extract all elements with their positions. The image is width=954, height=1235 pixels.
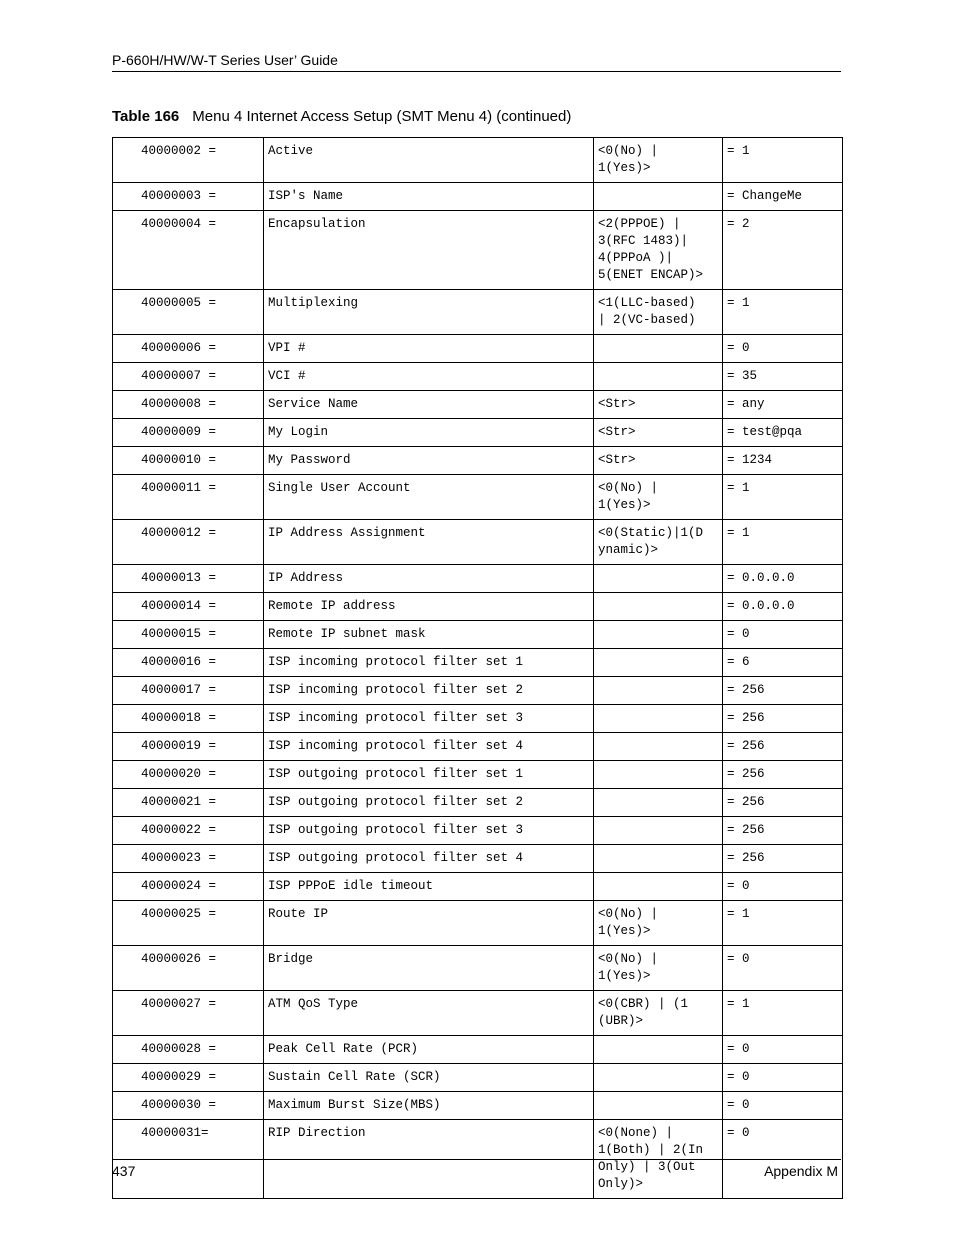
row-default-value: = 6 (723, 649, 843, 677)
row-default-value: = 256 (723, 733, 843, 761)
row-default-value: = 256 (723, 817, 843, 845)
row-default-value: = 0 (723, 1036, 843, 1064)
row-default-value: = 0 (723, 1064, 843, 1092)
row-parameter: My Password (264, 447, 594, 475)
row-parameter: Remote IP subnet mask (264, 621, 594, 649)
row-parameter: ATM QoS Type (264, 991, 594, 1036)
row-options (594, 211, 723, 290)
table-row (113, 363, 843, 391)
row-code: 40000031= (113, 1120, 264, 1199)
row-options (594, 1064, 723, 1092)
row-options (594, 705, 723, 733)
row-default-value: = 256 (723, 761, 843, 789)
option-line: ynamic)> (598, 543, 659, 557)
row-code: 40000019 = (113, 733, 264, 761)
option-line: 1(Yes)> (598, 498, 651, 512)
table-row (113, 138, 843, 183)
row-options (594, 447, 723, 475)
row-parameter: Sustain Cell Rate (SCR) (264, 1064, 594, 1092)
row-code: 40000020 = (113, 761, 264, 789)
row-code: 40000012 = (113, 520, 264, 565)
row-code: 40000018 = (113, 705, 264, 733)
row-code: 40000023 = (113, 845, 264, 873)
option-line: 1(Yes)> (598, 924, 651, 938)
table-row (113, 845, 843, 873)
row-code: 40000028 = (113, 1036, 264, 1064)
row-options (594, 621, 723, 649)
row-parameter: ISP incoming protocol filter set 4 (264, 733, 594, 761)
footer-section: Appendix M (764, 1163, 838, 1179)
row-default-value: = 0.0.0.0 (723, 593, 843, 621)
row-parameter: ISP incoming protocol filter set 2 (264, 677, 594, 705)
row-parameter: Encapsulation (264, 211, 594, 290)
row-parameter: VCI # (264, 363, 594, 391)
option-line: Only) | 3(Out (598, 1160, 696, 1174)
option-line: <0(No) | (598, 481, 659, 495)
table-row (113, 211, 843, 290)
row-parameter: VPI # (264, 335, 594, 363)
table-row (113, 733, 843, 761)
row-parameter: My Login (264, 419, 594, 447)
row-options (594, 733, 723, 761)
header-rule (112, 71, 841, 72)
row-parameter: Maximum Burst Size(MBS) (264, 1092, 594, 1120)
row-options (594, 391, 723, 419)
option-line: 4(PPPoA )| (598, 251, 674, 265)
table-row (113, 1036, 843, 1064)
option-line: <0(No) | (598, 144, 659, 158)
option-line: <1(LLC-based) (598, 296, 696, 310)
option-line: Only)> (598, 1177, 644, 1191)
row-options (594, 946, 723, 991)
table-row (113, 901, 843, 946)
row-parameter: RIP Direction (264, 1120, 594, 1199)
row-options (594, 1092, 723, 1120)
row-options (594, 593, 723, 621)
row-code: 40000026 = (113, 946, 264, 991)
row-default-value: = test@pqa (723, 419, 843, 447)
row-code: 40000024 = (113, 873, 264, 901)
table-row (113, 183, 843, 211)
row-default-value: = 256 (723, 845, 843, 873)
row-code: 40000013 = (113, 565, 264, 593)
row-options (594, 649, 723, 677)
row-parameter: IP Address (264, 565, 594, 593)
row-default-value: = 0 (723, 621, 843, 649)
row-parameter: ISP outgoing protocol filter set 1 (264, 761, 594, 789)
row-code: 40000010 = (113, 447, 264, 475)
row-options (594, 183, 723, 211)
row-parameter: Service Name (264, 391, 594, 419)
row-parameter: ISP outgoing protocol filter set 3 (264, 817, 594, 845)
row-default-value: = 0.0.0.0 (723, 565, 843, 593)
table-row (113, 621, 843, 649)
smt-menu-4-table (112, 137, 843, 1199)
row-parameter: ISP PPPoE idle timeout (264, 873, 594, 901)
row-options (594, 873, 723, 901)
row-code: 40000016 = (113, 649, 264, 677)
table-row (113, 946, 843, 991)
row-code: 40000009 = (113, 419, 264, 447)
option-line: 1(Both) | 2(In (598, 1143, 704, 1157)
row-options (594, 901, 723, 946)
row-default-value: = any (723, 391, 843, 419)
option-line: | 2(VC-based) (598, 313, 696, 327)
row-parameter: ISP incoming protocol filter set 3 (264, 705, 594, 733)
table-row (113, 1064, 843, 1092)
table-row (113, 789, 843, 817)
row-options (594, 565, 723, 593)
option-line: <Str> (598, 397, 636, 411)
running-header: P-660H/HW/W-T Series User’ Guide (112, 52, 338, 68)
option-line: <2(PPPOE) | (598, 217, 681, 231)
row-code: 40000011 = (113, 475, 264, 520)
row-options (594, 335, 723, 363)
footer-rule (112, 1159, 841, 1160)
table-row (113, 761, 843, 789)
table-row (113, 677, 843, 705)
row-options (594, 677, 723, 705)
row-code: 40000002 = (113, 138, 264, 183)
row-parameter: ISP's Name (264, 183, 594, 211)
row-default-value: = 1 (723, 138, 843, 183)
row-default-value: = 256 (723, 705, 843, 733)
row-options (594, 1036, 723, 1064)
row-parameter: Multiplexing (264, 290, 594, 335)
table-row (113, 335, 843, 363)
row-options (594, 991, 723, 1036)
table-row (113, 991, 843, 1036)
table-row (113, 447, 843, 475)
row-default-value: = 0 (723, 873, 843, 901)
row-parameter: Peak Cell Rate (PCR) (264, 1036, 594, 1064)
option-line: 5(ENET ENCAP)> (598, 268, 704, 282)
row-options (594, 138, 723, 183)
row-options (594, 419, 723, 447)
table-row (113, 475, 843, 520)
row-code: 40000030 = (113, 1092, 264, 1120)
option-line: (UBR)> (598, 1014, 644, 1028)
table-row (113, 391, 843, 419)
row-default-value: = 0 (723, 1120, 843, 1199)
page-number: 437 (112, 1163, 136, 1179)
row-code: 40000029 = (113, 1064, 264, 1092)
row-parameter: Route IP (264, 901, 594, 946)
row-options (594, 363, 723, 391)
row-code: 40000007 = (113, 363, 264, 391)
table-row (113, 419, 843, 447)
table-row (113, 873, 843, 901)
row-parameter: ISP outgoing protocol filter set 2 (264, 789, 594, 817)
row-default-value: = 256 (723, 677, 843, 705)
row-options (594, 845, 723, 873)
row-default-value: = 256 (723, 789, 843, 817)
row-default-value: = 0 (723, 335, 843, 363)
row-code: 40000005 = (113, 290, 264, 335)
option-line: 1(Yes)> (598, 161, 651, 175)
option-line: 3(RFC 1483)| (598, 234, 689, 248)
option-line: <0(CBR) | (1 (598, 997, 689, 1011)
row-code: 40000003 = (113, 183, 264, 211)
row-options (594, 817, 723, 845)
option-line: <Str> (598, 453, 636, 467)
row-code: 40000017 = (113, 677, 264, 705)
table-row (113, 1092, 843, 1120)
row-options (594, 520, 723, 565)
row-default-value: = 1 (723, 475, 843, 520)
row-code: 40000027 = (113, 991, 264, 1036)
row-default-value: = 0 (723, 946, 843, 991)
row-code: 40000004 = (113, 211, 264, 290)
row-parameter: Remote IP address (264, 593, 594, 621)
table-row (113, 817, 843, 845)
row-default-value: = 2 (723, 211, 843, 290)
row-code: 40000006 = (113, 335, 264, 363)
table-caption-title: Menu 4 Internet Access Setup (SMT Menu 4) (continued) (192, 108, 572, 125)
row-options (594, 290, 723, 335)
table-body (113, 138, 843, 1199)
table-row (113, 705, 843, 733)
table-caption (112, 108, 571, 125)
table-row (113, 649, 843, 677)
option-line: <0(Static)|1(D (598, 526, 704, 540)
row-code: 40000025 = (113, 901, 264, 946)
row-code: 40000021 = (113, 789, 264, 817)
row-parameter: IP Address Assignment (264, 520, 594, 565)
row-default-value: = 35 (723, 363, 843, 391)
row-parameter: ISP outgoing protocol filter set 4 (264, 845, 594, 873)
table-row (113, 290, 843, 335)
row-options (594, 475, 723, 520)
row-default-value: = 1 (723, 901, 843, 946)
row-options (594, 789, 723, 817)
row-code: 40000022 = (113, 817, 264, 845)
row-code: 40000008 = (113, 391, 264, 419)
table-caption-label: Table 166 (112, 108, 180, 125)
row-default-value: = 1234 (723, 447, 843, 475)
row-default-value: = 1 (723, 290, 843, 335)
option-line: 1(Yes)> (598, 969, 651, 983)
option-line: <0(No) | (598, 952, 659, 966)
row-options (594, 761, 723, 789)
row-parameter: Active (264, 138, 594, 183)
row-code: 40000015 = (113, 621, 264, 649)
row-parameter: ISP incoming protocol filter set 1 (264, 649, 594, 677)
row-code: 40000014 = (113, 593, 264, 621)
row-parameter: Single User Account (264, 475, 594, 520)
row-default-value: = 1 (723, 991, 843, 1036)
table-row (113, 565, 843, 593)
option-line: <0(No) | (598, 907, 659, 921)
row-default-value: = 1 (723, 520, 843, 565)
table-row (113, 593, 843, 621)
row-default-value: = 0 (723, 1092, 843, 1120)
option-line: <0(None) | (598, 1126, 674, 1140)
option-line: <Str> (598, 425, 636, 439)
table-row (113, 520, 843, 565)
row-parameter: Bridge (264, 946, 594, 991)
row-default-value: = ChangeMe (723, 183, 843, 211)
